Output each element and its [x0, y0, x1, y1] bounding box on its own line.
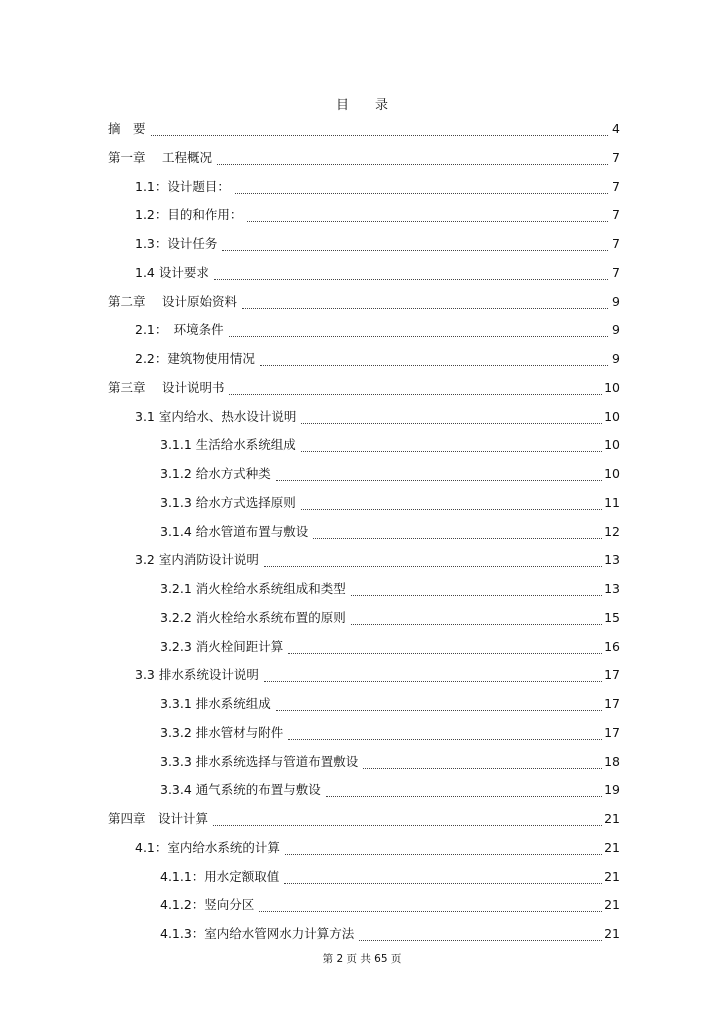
- toc-entry-label: 3.1.2 给水方式种类: [160, 466, 271, 481]
- toc-entry-page: 9: [612, 293, 620, 309]
- toc-leader-dots: [264, 672, 602, 682]
- toc-entry-label: 1.2：目的和作用：: [135, 207, 243, 223]
- toc-entry-page: 10: [604, 379, 620, 395]
- toc-entry[interactable]: [108, 148, 620, 168]
- toc-leader-dots: [288, 644, 602, 654]
- toc-entry-page: 12: [604, 523, 620, 539]
- toc-entry-page: 11: [604, 494, 620, 510]
- toc-entry-label: 2.1： 环境条件: [135, 322, 224, 338]
- toc-title: [0, 94, 724, 113]
- toc-leader-dots: [260, 356, 608, 366]
- toc-entry-page: 17: [604, 696, 620, 711]
- toc-leader-dots: [217, 155, 608, 165]
- toc-entry-page: 7: [612, 207, 620, 223]
- toc-entry[interactable]: [108, 119, 620, 139]
- toc-entry[interactable]: [108, 292, 620, 312]
- toc-entry[interactable]: [160, 694, 620, 714]
- toc-entry-label: 1.4 设计要求: [135, 264, 209, 280]
- toc-entry[interactable]: [135, 665, 620, 685]
- toc-entry-page: 4: [612, 121, 620, 136]
- toc-leader-dots: [242, 299, 608, 309]
- toc-entry-page: 13: [604, 552, 620, 568]
- toc-entry-page: 17: [604, 667, 620, 683]
- toc-leader-dots: [301, 500, 602, 510]
- toc-entry-label: 1.1：设计题目：: [135, 178, 230, 194]
- toc-entry[interactable]: [135, 407, 620, 427]
- toc-entry[interactable]: [135, 349, 620, 369]
- toc-entry-label: 3.3.4 通气系统的布置与敷设: [160, 782, 321, 798]
- toc-entry[interactable]: [160, 435, 620, 455]
- toc-entry-label: 2.2：建筑物使用情况: [135, 351, 255, 366]
- toc-leader-dots: [229, 385, 602, 395]
- toc-leader-dots: [247, 212, 608, 222]
- toc-entry-page: 9: [612, 351, 620, 366]
- toc-entry[interactable]: [135, 177, 620, 197]
- toc-leader-dots: [351, 586, 602, 596]
- toc-entry-page: 10: [604, 437, 620, 453]
- toc-entry-page: 7: [612, 178, 620, 194]
- toc-entry-label: 第三章 设计说明书: [108, 379, 225, 395]
- toc-entry-label: 3.2.2 消火栓给水系统布置的原则: [160, 609, 346, 625]
- toc-leader-dots: [264, 557, 602, 567]
- toc-entry[interactable]: [135, 205, 620, 225]
- toc-entry-label: 4.1.2：竖向分区: [160, 897, 255, 913]
- toc-entry-page: 18: [604, 753, 620, 769]
- toc-entry-label: 第一章 工程概况: [108, 149, 212, 165]
- toc-entry-label: 4.1.3：室内给水管网水力计算方法: [160, 926, 355, 941]
- page-footer: 第 2 页 共 65 页: [322, 953, 402, 965]
- toc-entry[interactable]: [160, 924, 620, 944]
- toc-entry-page: 21: [604, 839, 620, 855]
- toc-entry-label: 3.1.4 给水管道布置与敷设: [160, 523, 309, 539]
- toc-entry-label: 1.3：设计任务: [135, 236, 218, 251]
- toc-entry-page: 21: [604, 811, 620, 826]
- toc-leader-dots: [276, 701, 602, 711]
- toc-entry-label: 3.2.1 消火栓给水系统组成和类型: [160, 581, 346, 596]
- toc-leader-dots: [229, 327, 608, 337]
- toc-entry[interactable]: [160, 464, 620, 484]
- toc-title-char-1: 目: [335, 98, 349, 113]
- toc-title-char-2: 录: [375, 98, 389, 113]
- toc-entry-label: 3.3.2 排水管材与附件: [160, 724, 284, 740]
- toc-leader-dots: [151, 126, 608, 136]
- toc-entry-page: 21: [604, 897, 620, 913]
- toc-leader-dots: [363, 759, 602, 769]
- toc-entry-page: 16: [604, 638, 620, 654]
- toc-entry[interactable]: [160, 608, 620, 628]
- toc-entry-page: 21: [604, 868, 620, 884]
- toc-entry[interactable]: [160, 522, 620, 542]
- toc-entry-page: 10: [604, 466, 620, 481]
- toc-leader-dots: [214, 270, 608, 280]
- toc-entry-label: 3.3.3 排水系统选择与管道布置敷设: [160, 753, 359, 769]
- toc-entry[interactable]: [160, 579, 620, 599]
- toc-entry[interactable]: [135, 320, 620, 340]
- toc-leader-dots: [326, 787, 602, 797]
- toc-entry-label: 第四章 设计计算: [108, 811, 209, 826]
- toc-entry[interactable]: [160, 895, 620, 915]
- toc-entry[interactable]: [160, 723, 620, 743]
- toc-entry-label: 4.1.1：用水定额取值: [160, 868, 280, 884]
- toc-leader-dots: [301, 414, 602, 424]
- toc-entry-page: 10: [604, 408, 620, 424]
- toc-entry-page: 15: [604, 609, 620, 625]
- toc-entry[interactable]: [160, 752, 620, 772]
- toc-entry-page: 9: [612, 322, 620, 338]
- toc-entry-label: 3.2 室内消防设计说明: [135, 552, 259, 568]
- toc-entry[interactable]: [135, 550, 620, 570]
- toc-entry-page: 21: [604, 926, 620, 941]
- toc-leader-dots: [284, 874, 602, 884]
- toc-leader-dots: [301, 442, 602, 452]
- toc-entry-page: 17: [604, 724, 620, 740]
- toc-entry-label: 3.1 室内给水、热水设计说明: [135, 408, 297, 424]
- toc-entry[interactable]: [160, 780, 620, 800]
- toc-entry-label: 3.3 排水系统设计说明: [135, 667, 259, 683]
- toc-entry[interactable]: [135, 263, 620, 283]
- toc-leader-dots: [359, 931, 602, 941]
- toc-entry-label: 3.1.1 生活给水系统组成: [160, 437, 296, 453]
- toc-entry-page: 7: [612, 236, 620, 251]
- toc-entry-label: 3.1.3 给水方式选择原则: [160, 494, 296, 510]
- toc-leader-dots: [213, 816, 602, 826]
- toc-entry-label: 第二章 设计原始资料: [108, 293, 237, 309]
- toc-leader-dots: [285, 845, 602, 855]
- toc-entry-label: 3.2.3 消火栓间距计算: [160, 638, 284, 654]
- toc-leader-dots: [259, 902, 602, 912]
- toc-entry-page: 19: [604, 782, 620, 798]
- toc-entry[interactable]: [135, 838, 620, 858]
- toc-entry-page: 7: [612, 149, 620, 165]
- toc-entry[interactable]: [160, 867, 620, 887]
- toc-entry-label: 3.3.1 排水系统组成: [160, 696, 271, 711]
- toc-leader-dots: [235, 184, 608, 194]
- toc-entry[interactable]: [160, 493, 620, 513]
- toc-leader-dots: [313, 529, 602, 539]
- toc-entry[interactable]: [108, 809, 620, 829]
- toc-leader-dots: [276, 471, 602, 481]
- toc-entry[interactable]: [108, 378, 620, 398]
- toc-leader-dots: [222, 241, 608, 251]
- toc-leader-dots: [288, 730, 602, 740]
- toc-entry-label: 摘 要: [108, 121, 146, 136]
- toc-entry-page: 13: [604, 581, 620, 596]
- toc-entry-label: 4.1：室内给水系统的计算: [135, 839, 280, 855]
- toc-leader-dots: [351, 615, 602, 625]
- toc-entry[interactable]: [160, 637, 620, 657]
- toc-entry[interactable]: [135, 234, 620, 254]
- toc-entry-page: 7: [612, 264, 620, 280]
